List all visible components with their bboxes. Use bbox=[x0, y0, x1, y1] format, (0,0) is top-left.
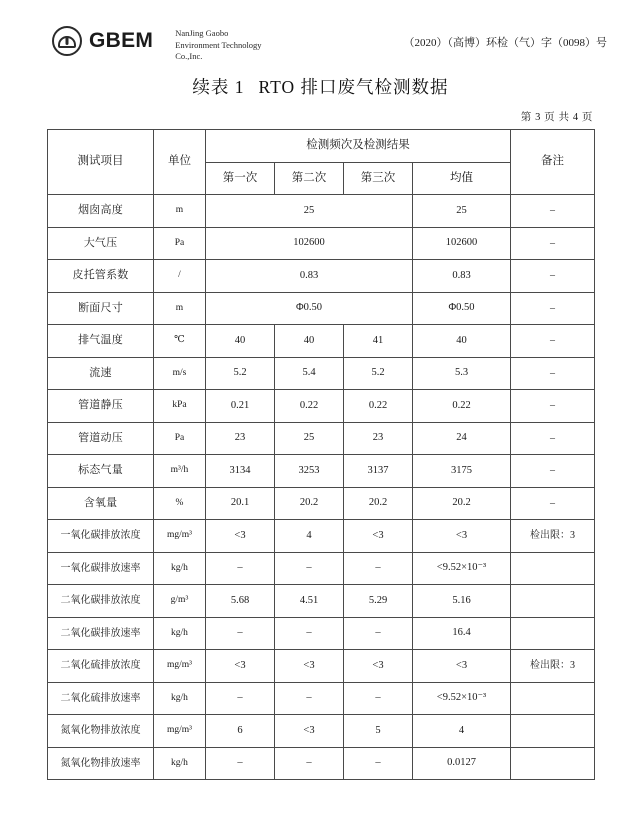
cell-test-item: 标态气量 bbox=[48, 455, 154, 488]
cell-test-item: 断面尺寸 bbox=[48, 292, 154, 325]
shield-building-logo-icon bbox=[52, 26, 82, 56]
emission-data-table bbox=[47, 129, 595, 780]
cell-remark: – bbox=[511, 292, 595, 325]
cell-run-1: 5.2 bbox=[206, 357, 275, 390]
cell-unit: kg/h bbox=[154, 617, 206, 650]
cell-unit: / bbox=[154, 260, 206, 293]
cell-test-item: 管道动压 bbox=[48, 422, 154, 455]
cell-unit: m bbox=[154, 195, 206, 228]
table-row bbox=[48, 422, 595, 455]
cell-run-3: – bbox=[344, 617, 413, 650]
brand-name: GBEM bbox=[89, 29, 154, 52]
cell-unit: Pa bbox=[154, 227, 206, 260]
cell-run-2: 25 bbox=[275, 422, 344, 455]
company-line-3: Co.,Inc. bbox=[175, 51, 203, 62]
cell-remark: – bbox=[511, 422, 595, 455]
cell-average: Φ0.50 bbox=[413, 292, 511, 325]
cell-average: 16.4 bbox=[413, 617, 511, 650]
cell-run-2: 0.22 bbox=[275, 390, 344, 423]
cell-run-1: – bbox=[206, 747, 275, 780]
cell-unit: m³/h bbox=[154, 455, 206, 488]
header-test-item: 测试项目 bbox=[48, 130, 154, 195]
cell-test-item: 大气压 bbox=[48, 227, 154, 260]
cell-test-item: 皮托管系数 bbox=[48, 260, 154, 293]
cell-run-2: – bbox=[275, 747, 344, 780]
cell-average: <9.52×10⁻³ bbox=[413, 552, 511, 585]
cell-test-item: 二氧化硫排放速率 bbox=[48, 682, 154, 715]
cell-unit: mg/m³ bbox=[154, 520, 206, 553]
cell-unit: m/s bbox=[154, 357, 206, 390]
table-row bbox=[48, 357, 595, 390]
cell-average: 25 bbox=[413, 195, 511, 228]
cell-merged-runs: 102600 bbox=[206, 227, 413, 260]
cell-average: 0.22 bbox=[413, 390, 511, 423]
cell-test-item: 一氧化碳排放速率 bbox=[48, 552, 154, 585]
cell-average: <3 bbox=[413, 520, 511, 553]
cell-average: 0.0127 bbox=[413, 747, 511, 780]
table-row bbox=[48, 260, 595, 293]
cell-unit: kg/h bbox=[154, 682, 206, 715]
cell-run-1: 20.1 bbox=[206, 487, 275, 520]
cell-unit: kg/h bbox=[154, 552, 206, 585]
cell-merged-runs: 25 bbox=[206, 195, 413, 228]
header-run-2: 第二次 bbox=[275, 162, 344, 195]
cell-test-item: 二氧化硫排放浓度 bbox=[48, 650, 154, 683]
table-row bbox=[48, 195, 595, 228]
table-row bbox=[48, 390, 595, 423]
cell-run-3: <3 bbox=[344, 520, 413, 553]
table-row bbox=[48, 455, 595, 488]
page-title-main: RTO 排口废气检测数据 bbox=[258, 77, 449, 97]
cell-remark bbox=[511, 682, 595, 715]
cell-average: 20.2 bbox=[413, 487, 511, 520]
table-row bbox=[48, 227, 595, 260]
cell-remark: 检出限：3 bbox=[511, 520, 595, 553]
cell-run-2: – bbox=[275, 552, 344, 585]
cell-unit: mg/m³ bbox=[154, 650, 206, 683]
cell-run-1: 40 bbox=[206, 325, 275, 358]
cell-run-2: <3 bbox=[275, 715, 344, 748]
cell-run-1: – bbox=[206, 617, 275, 650]
cell-run-3: 5 bbox=[344, 715, 413, 748]
cell-run-1: <3 bbox=[206, 650, 275, 683]
cell-merged-runs: 0.83 bbox=[206, 260, 413, 293]
data-table-container bbox=[0, 129, 641, 780]
page-title bbox=[0, 74, 641, 99]
table-row bbox=[48, 325, 595, 358]
cell-test-item: 一氧化碳排放浓度 bbox=[48, 520, 154, 553]
header-average: 均值 bbox=[413, 162, 511, 195]
header-run-3: 第三次 bbox=[344, 162, 413, 195]
cell-run-2: – bbox=[275, 617, 344, 650]
cell-test-item: 氮氧化物排放速率 bbox=[48, 747, 154, 780]
cell-unit: mg/m³ bbox=[154, 715, 206, 748]
document-code: （2020）（高博）环检（气）字（0098）号 bbox=[403, 37, 607, 49]
cell-average: 102600 bbox=[413, 227, 511, 260]
table-row bbox=[48, 617, 595, 650]
page-title-prefix: 续表 1 bbox=[192, 77, 245, 97]
cell-run-1: – bbox=[206, 552, 275, 585]
cell-run-1: <3 bbox=[206, 520, 275, 553]
table-row bbox=[48, 682, 595, 715]
cell-run-1: 5.68 bbox=[206, 585, 275, 618]
cell-test-item: 烟囱高度 bbox=[48, 195, 154, 228]
cell-test-item: 氮氧化物排放浓度 bbox=[48, 715, 154, 748]
cell-test-item: 流速 bbox=[48, 357, 154, 390]
company-line-2: Environment Technology bbox=[175, 39, 262, 50]
cell-run-1: 23 bbox=[206, 422, 275, 455]
cell-unit: % bbox=[154, 487, 206, 520]
cell-unit: ℃ bbox=[154, 325, 206, 358]
cell-remark: – bbox=[511, 455, 595, 488]
cell-run-2: – bbox=[275, 682, 344, 715]
cell-run-3: 5.2 bbox=[344, 357, 413, 390]
cell-remark bbox=[511, 552, 595, 585]
header-unit: 单位 bbox=[154, 130, 206, 195]
cell-run-2: 3253 bbox=[275, 455, 344, 488]
table-row bbox=[48, 487, 595, 520]
cell-run-3: 41 bbox=[344, 325, 413, 358]
cell-run-3: 0.22 bbox=[344, 390, 413, 423]
cell-run-1: 0.21 bbox=[206, 390, 275, 423]
cell-remark: – bbox=[511, 357, 595, 390]
cell-run-3: 5.29 bbox=[344, 585, 413, 618]
cell-run-3: – bbox=[344, 747, 413, 780]
cell-average: <3 bbox=[413, 650, 511, 683]
table-row bbox=[48, 552, 595, 585]
cell-unit: kPa bbox=[154, 390, 206, 423]
cell-average: 24 bbox=[413, 422, 511, 455]
cell-run-3: 23 bbox=[344, 422, 413, 455]
cell-average: 40 bbox=[413, 325, 511, 358]
cell-run-2: 4.51 bbox=[275, 585, 344, 618]
table-row bbox=[48, 520, 595, 553]
cell-remark: – bbox=[511, 390, 595, 423]
cell-average: 5.3 bbox=[413, 357, 511, 390]
table-row bbox=[48, 585, 595, 618]
cell-remark: – bbox=[511, 227, 595, 260]
page-number-info: 第 3 页 共 4 页 bbox=[520, 112, 593, 123]
cell-run-3: – bbox=[344, 552, 413, 585]
cell-test-item: 含氧量 bbox=[48, 487, 154, 520]
cell-run-2: 40 bbox=[275, 325, 344, 358]
cell-average: 0.83 bbox=[413, 260, 511, 293]
page-header bbox=[0, 0, 641, 62]
table-row bbox=[48, 650, 595, 683]
cell-remark: – bbox=[511, 195, 595, 228]
cell-remark: – bbox=[511, 325, 595, 358]
cell-remark bbox=[511, 617, 595, 650]
cell-run-1: 6 bbox=[206, 715, 275, 748]
cell-remark: – bbox=[511, 260, 595, 293]
cell-run-1: – bbox=[206, 682, 275, 715]
table-body bbox=[48, 195, 595, 780]
cell-remark: 检出限：3 bbox=[511, 650, 595, 683]
cell-remark bbox=[511, 585, 595, 618]
cell-merged-runs: Φ0.50 bbox=[206, 292, 413, 325]
cell-test-item: 二氧化碳排放浓度 bbox=[48, 585, 154, 618]
cell-test-item: 管道静压 bbox=[48, 390, 154, 423]
cell-run-1: 3134 bbox=[206, 455, 275, 488]
cell-run-3: – bbox=[344, 682, 413, 715]
cell-remark bbox=[511, 715, 595, 748]
header-measurement-group: 检测频次及检测结果 bbox=[206, 130, 511, 163]
cell-unit: g/m³ bbox=[154, 585, 206, 618]
header-remark: 备注 bbox=[511, 130, 595, 195]
cell-remark: – bbox=[511, 487, 595, 520]
cell-test-item: 二氧化碳排放速率 bbox=[48, 617, 154, 650]
brand-logo bbox=[52, 26, 153, 56]
table-row bbox=[48, 747, 595, 780]
cell-average: 4 bbox=[413, 715, 511, 748]
cell-run-3: <3 bbox=[344, 650, 413, 683]
cell-unit: kg/h bbox=[154, 747, 206, 780]
company-line-1: NanJing Gaobo bbox=[175, 28, 229, 38]
cell-average: 5.16 bbox=[413, 585, 511, 618]
cell-test-item: 排气温度 bbox=[48, 325, 154, 358]
table-row bbox=[48, 715, 595, 748]
cell-remark bbox=[511, 747, 595, 780]
cell-run-3: 3137 bbox=[344, 455, 413, 488]
cell-run-2: <3 bbox=[275, 650, 344, 683]
cell-run-2: 4 bbox=[275, 520, 344, 553]
cell-unit: Pa bbox=[154, 422, 206, 455]
cell-average: <9.52×10⁻³ bbox=[413, 682, 511, 715]
cell-average: 3175 bbox=[413, 455, 511, 488]
cell-unit: m bbox=[154, 292, 206, 325]
company-address bbox=[175, 26, 261, 63]
cell-run-3: 20.2 bbox=[344, 487, 413, 520]
cell-run-2: 20.2 bbox=[275, 487, 344, 520]
cell-run-2: 5.4 bbox=[275, 357, 344, 390]
header-run-1: 第一次 bbox=[206, 162, 275, 195]
table-row bbox=[48, 292, 595, 325]
